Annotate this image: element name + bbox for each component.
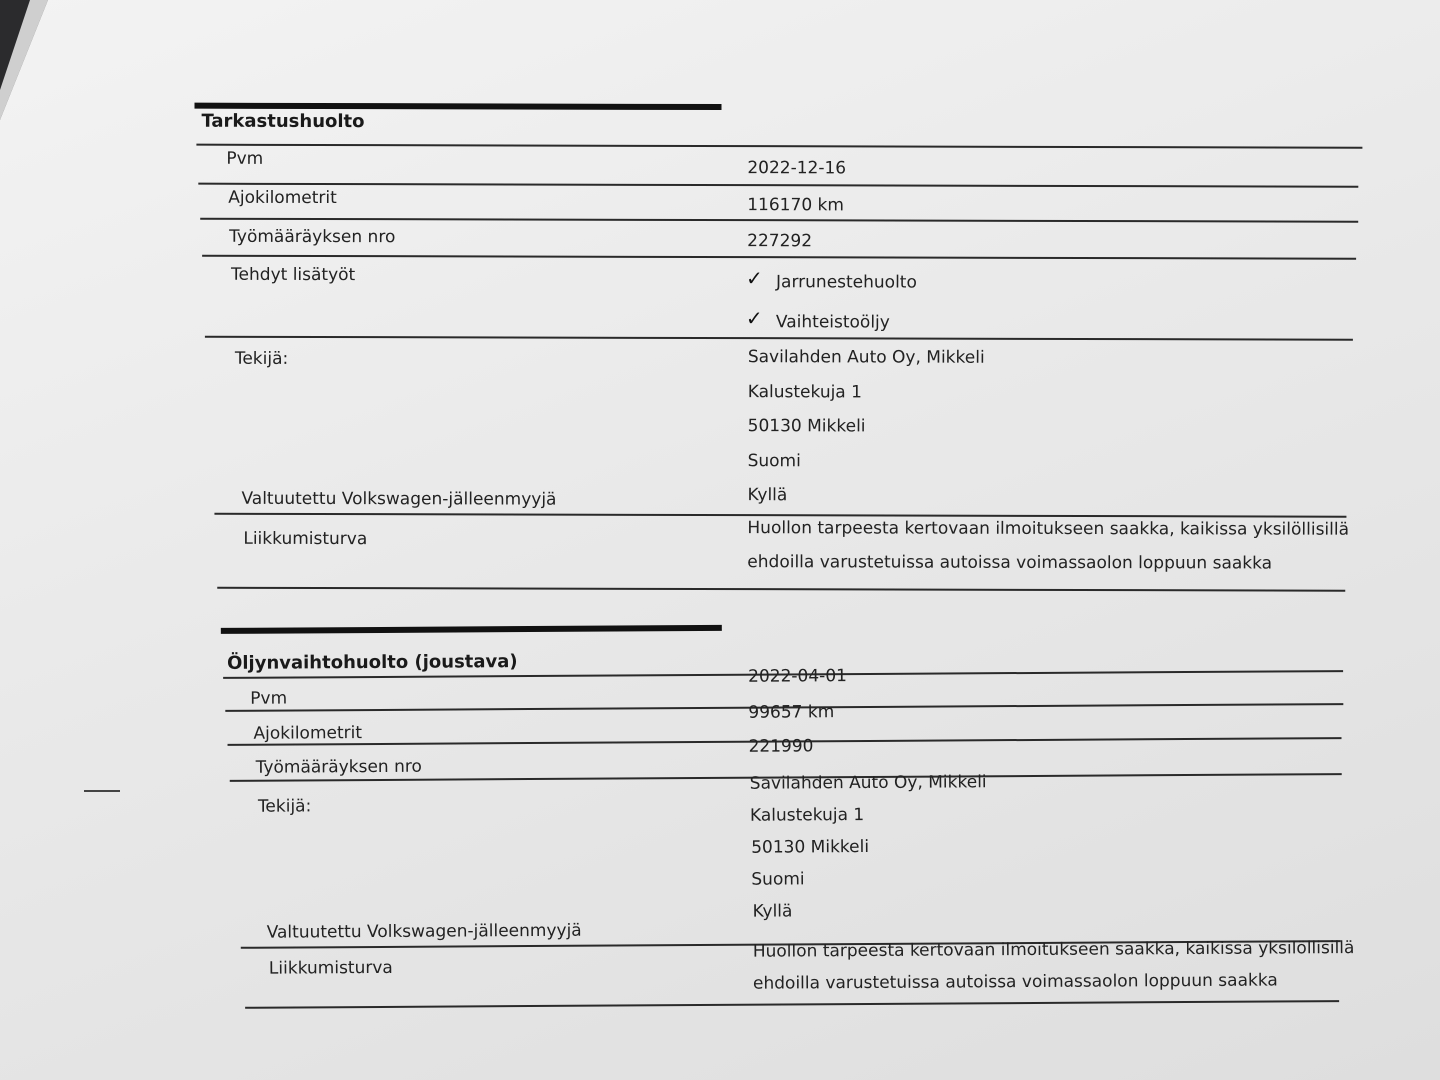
authorized-dealer-label: Valtuutettu Volkswagen-jälleenmyyjä bbox=[241, 488, 557, 510]
mobility-guarantee-line: ehdoilla varustetuissa autoissa voimassaolon loppuun saakka bbox=[747, 552, 1273, 574]
authorized-dealer-value: Kyllä bbox=[752, 901, 793, 922]
performer-street: Kalustekuja 1 bbox=[747, 382, 862, 403]
mobility-guarantee-line: Huollon tarpeesta kertovaan ilmoitukseen saakka, kaikissa yksilöllisillä bbox=[752, 938, 1355, 962]
work-order-value: 221990 bbox=[748, 736, 814, 757]
authorized-dealer-label: Valtuutettu Volkswagen-jälleenmyyjä bbox=[266, 920, 582, 943]
stray-mark bbox=[84, 790, 120, 792]
work-order-label: Työmääräyksen nro bbox=[255, 756, 422, 778]
checkmark-icon: ✓ bbox=[746, 266, 763, 291]
performer-country: Suomi bbox=[751, 869, 805, 890]
work-order-label: Työmääräyksen nro bbox=[229, 226, 396, 248]
performer-postal: 50130 Mikkeli bbox=[751, 836, 870, 858]
performer-postal: 50130 Mikkeli bbox=[747, 416, 866, 437]
performer-street: Kalustekuja 1 bbox=[749, 804, 865, 826]
extra-work-label: Tehdyt lisätyöt bbox=[231, 264, 356, 286]
mobility-guarantee-line: ehdoilla varustetuissa autoissa voimassaolon loppuun saakka bbox=[752, 970, 1278, 994]
performer-label: Tekijä: bbox=[234, 348, 289, 369]
mobility-guarantee-label: Liikkumisturva bbox=[268, 957, 393, 979]
section-heading: Tarkastushuolto bbox=[201, 110, 365, 133]
checkmark-icon: ✓ bbox=[745, 306, 763, 331]
performer-name: Savilahden Auto Oy, Mikkeli bbox=[747, 347, 985, 368]
mileage-value: 116170 km bbox=[747, 195, 844, 216]
date-label: Pvm bbox=[226, 148, 264, 169]
performer-name: Savilahden Auto Oy, Mikkeli bbox=[749, 772, 987, 794]
mobility-guarantee-line: Huollon tarpeesta kertovaan ilmoitukseen saakka, kaikissa yksilöllisillä bbox=[747, 518, 1350, 540]
extra-work-item: Vaihteistoöljy bbox=[775, 312, 890, 333]
work-order-value: 227292 bbox=[747, 231, 813, 252]
mileage-label: Ajokilometrit bbox=[228, 187, 337, 209]
performer-country: Suomi bbox=[747, 451, 801, 472]
section-heading: Öljynvaihtohuolto (joustava) bbox=[226, 651, 518, 674]
date-value: 2022-12-16 bbox=[747, 158, 847, 179]
authorized-dealer-value: Kyllä bbox=[747, 485, 788, 506]
mobility-guarantee-label: Liikkumisturva bbox=[243, 528, 368, 550]
mileage-label: Ajokilometrit bbox=[253, 723, 363, 744]
performer-label: Tekijä: bbox=[257, 796, 312, 817]
extra-work-item: Jarrunestehuolto bbox=[776, 272, 917, 293]
date-label: Pvm bbox=[250, 688, 288, 709]
date-value: 2022-04-01 bbox=[748, 666, 847, 687]
mileage-value: 99657 km bbox=[748, 702, 835, 723]
